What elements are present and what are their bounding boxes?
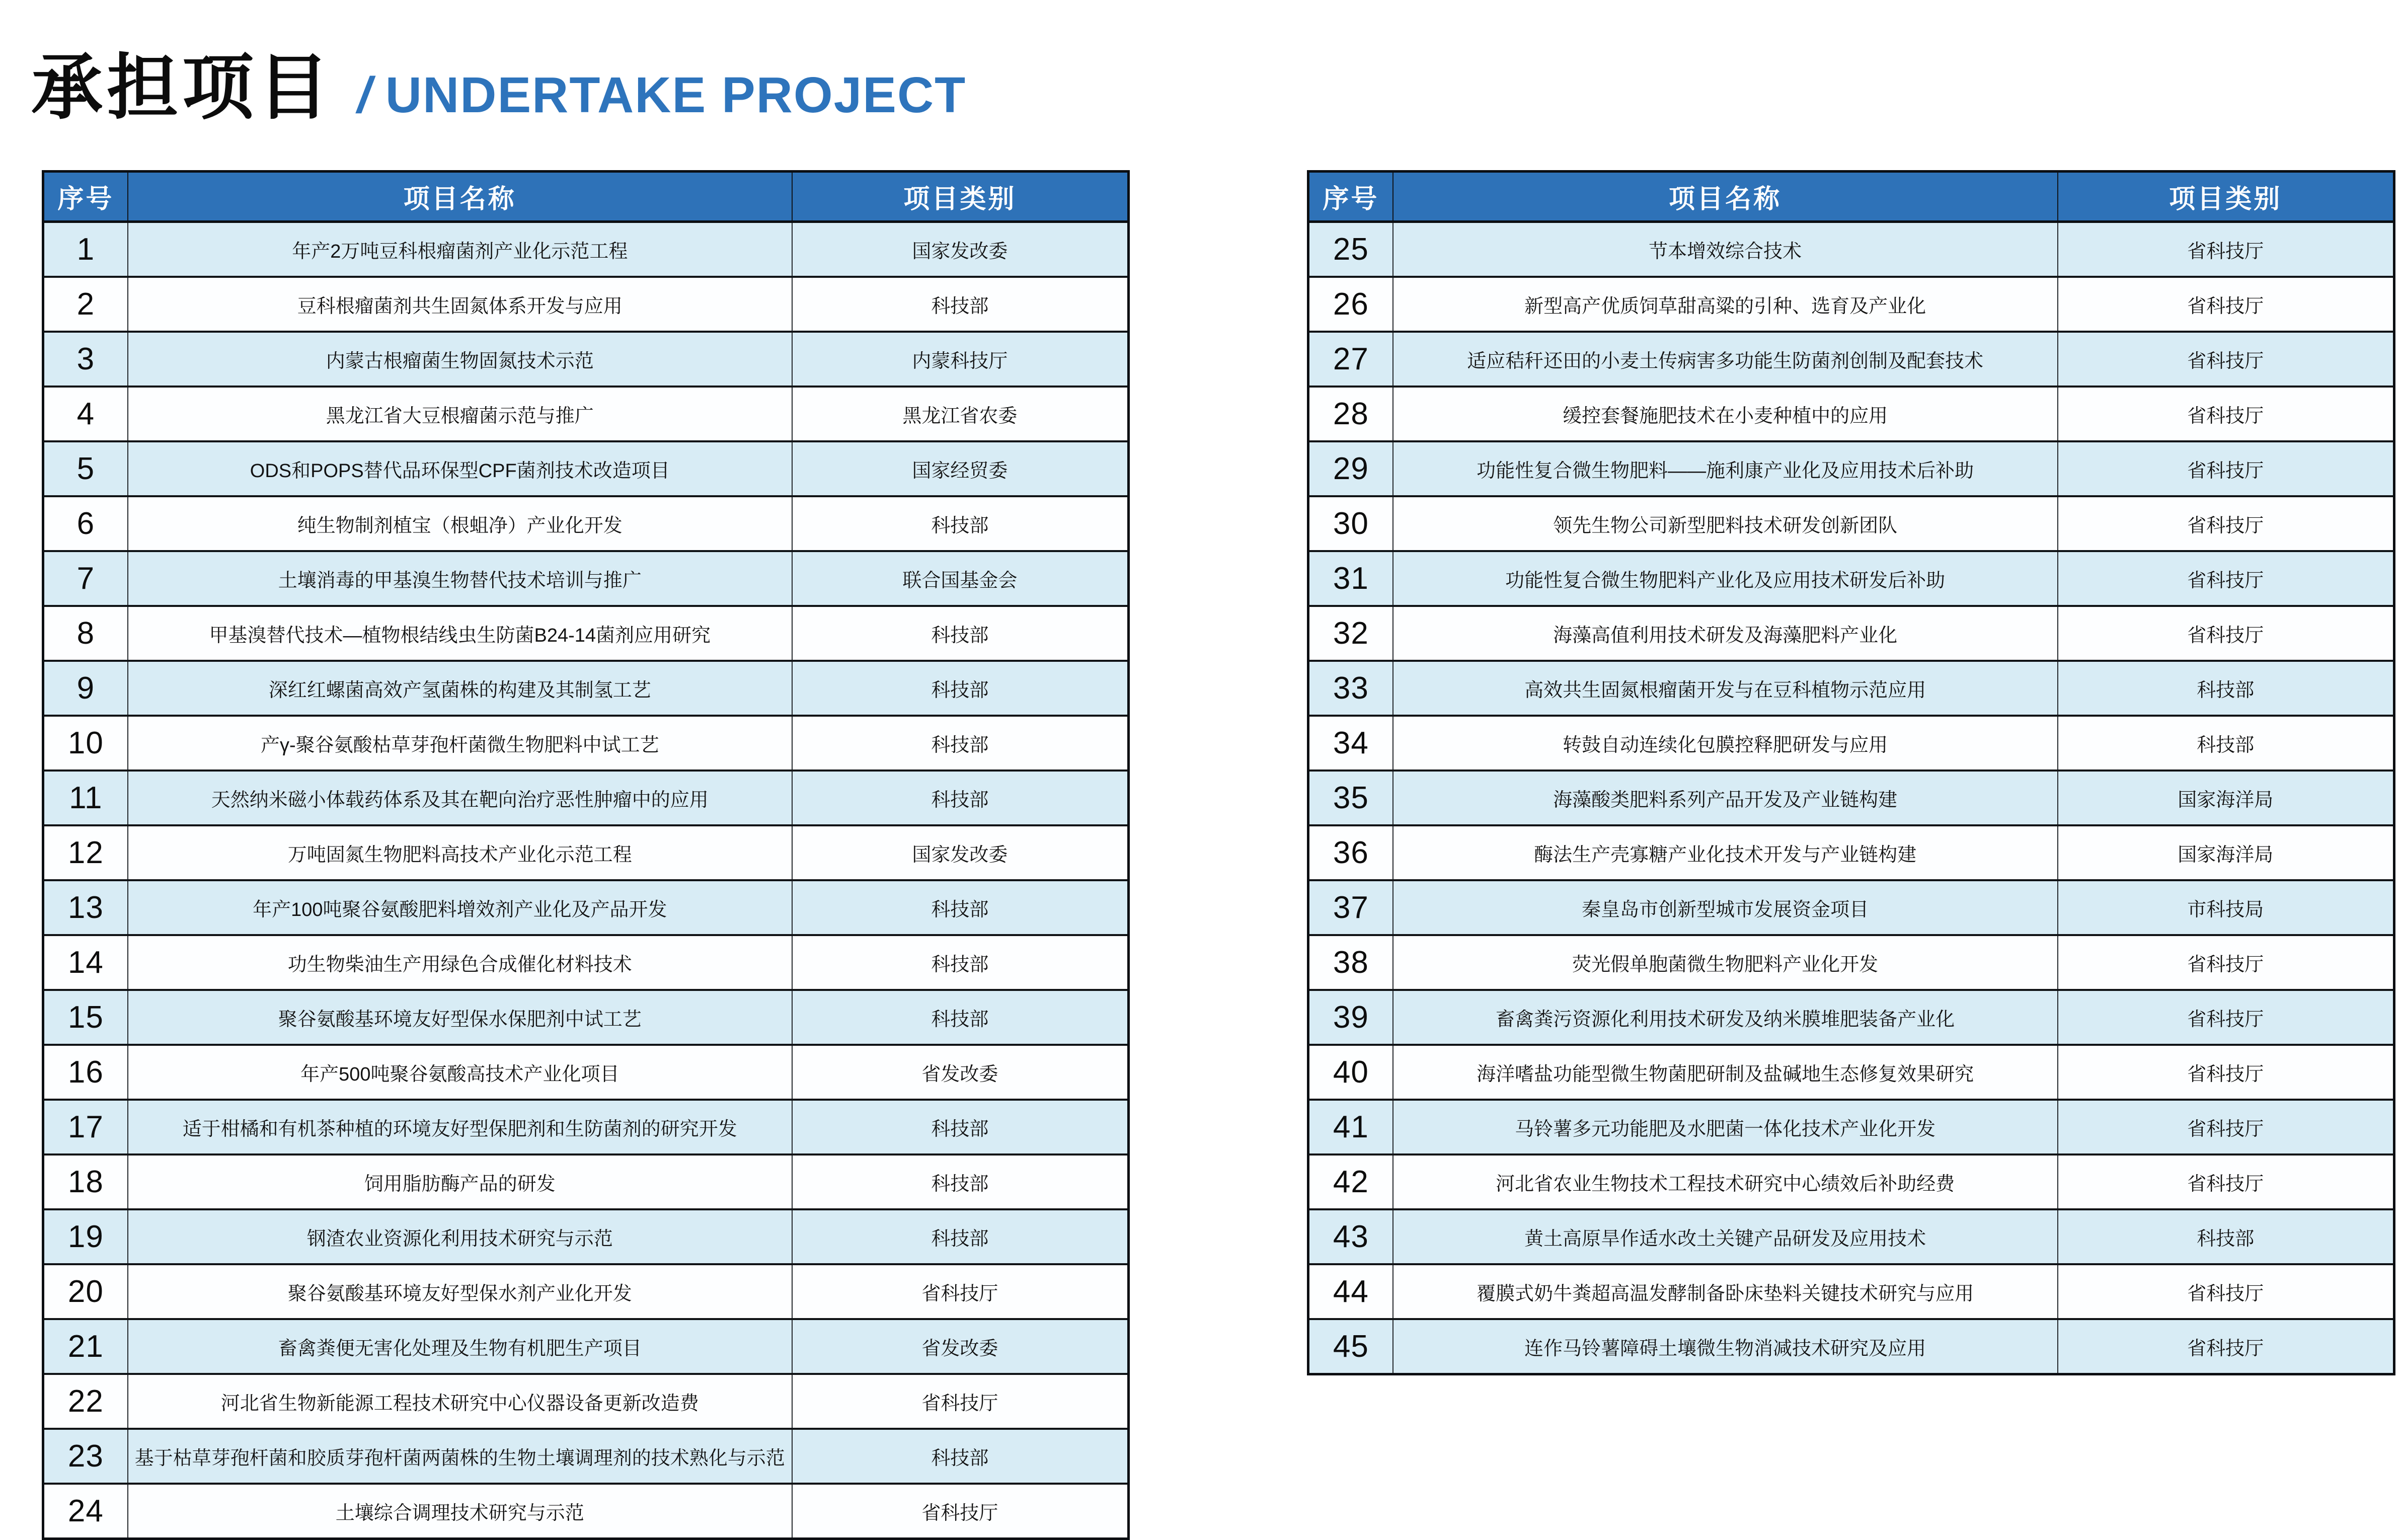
project-category: 省科技厅 <box>2058 332 2394 387</box>
row-index: 38 <box>1308 935 1393 990</box>
project-category: 市科技局 <box>2058 880 2394 935</box>
project-category: 省科技厅 <box>2058 441 2394 496</box>
project-category: 国家经贸委 <box>792 441 1129 496</box>
project-name: 覆膜式奶牛粪超高温发酵制备卧床垫料关键技术研究与应用 <box>1393 1264 2058 1319</box>
row-index: 30 <box>1308 496 1393 551</box>
project-category: 科技部 <box>792 277 1129 332</box>
table-row <box>1308 990 2394 1045</box>
row-index: 6 <box>43 496 128 551</box>
project-category: 省科技厅 <box>2058 935 2394 990</box>
row-index: 32 <box>1308 606 1393 661</box>
project-name: 基于枯草芽孢杆菌和胶质芽孢杆菌两菌株的生物土壤调理剂的技术熟化与示范 <box>128 1429 792 1484</box>
project-category: 科技部 <box>792 1209 1129 1264</box>
project-name: 黑龙江省大豆根瘤菌示范与推广 <box>128 387 792 441</box>
row-index: 24 <box>43 1484 128 1539</box>
project-name: 海藻高值利用技术研发及海藻肥料产业化 <box>1393 606 2058 661</box>
table-row <box>1308 1209 2394 1264</box>
project-name: 适应秸秆还田的小麦土传病害多功能生防菌剂创制及配套技术 <box>1393 332 2058 387</box>
project-name: 节本增效综合技术 <box>1393 222 2058 277</box>
project-name: 荧光假单胞菌微生物肥料产业化开发 <box>1393 935 2058 990</box>
project-category: 科技部 <box>2058 716 2394 771</box>
project-name: 聚谷氨酸基环境友好型保水保肥剂中试工艺 <box>128 990 792 1045</box>
project-category: 联合国基金会 <box>792 551 1129 606</box>
table-row <box>1308 771 2394 825</box>
project-name: 酶法生产壳寡糖产业化技术开发与产业链构建 <box>1393 825 2058 880</box>
page-title-en: UNDERTAKE PROJECT <box>385 67 967 123</box>
column-header-index: 序号 <box>1308 172 1393 222</box>
row-index: 17 <box>43 1100 128 1154</box>
table-row <box>43 1264 1129 1319</box>
row-index: 33 <box>1308 661 1393 716</box>
project-name: ODS和POPS替代品环保型CPF菌剂技术改造项目 <box>128 441 792 496</box>
project-category: 省科技厅 <box>2058 551 2394 606</box>
table-row <box>43 771 1129 825</box>
page-title <box>31 30 966 133</box>
table-row <box>43 387 1129 441</box>
table-row <box>1308 825 2394 880</box>
project-name: 产γ-聚谷氨酸枯草芽孢杆菌微生物肥料中试工艺 <box>128 716 792 771</box>
row-index: 37 <box>1308 880 1393 935</box>
table-header-row <box>43 172 1129 222</box>
project-name: 豆科根瘤菌剂共生固氮体系开发与应用 <box>128 277 792 332</box>
row-index: 36 <box>1308 825 1393 880</box>
table-row <box>1308 880 2394 935</box>
project-name: 功能性复合微生物肥料——施利康产业化及应用技术后补助 <box>1393 441 2058 496</box>
page-title-zh: 承担项目 <box>31 48 333 128</box>
column-header-name: 项目名称 <box>128 172 792 222</box>
row-index: 16 <box>43 1045 128 1100</box>
column-header-category: 项目类别 <box>792 172 1129 222</box>
project-name: 海藻酸类肥料系列产品开发及产业链构建 <box>1393 771 2058 825</box>
project-category: 省科技厅 <box>2058 222 2394 277</box>
project-category: 国家海洋局 <box>2058 771 2394 825</box>
project-category: 黑龙江省农委 <box>792 387 1129 441</box>
row-index: 12 <box>43 825 128 880</box>
project-name: 河北省生物新能源工程技术研究中心仪器设备更新改造费 <box>128 1374 792 1429</box>
project-name: 天然纳米磁小体载药体系及其在靶向治疗恶性肿瘤中的应用 <box>128 771 792 825</box>
project-name: 饲用脂肪酶产品的研发 <box>128 1154 792 1209</box>
table-row <box>1308 716 2394 771</box>
row-index: 14 <box>43 935 128 990</box>
table-row <box>1308 222 2394 277</box>
row-index: 19 <box>43 1209 128 1264</box>
row-index: 4 <box>43 387 128 441</box>
project-category: 省科技厅 <box>2058 1100 2394 1154</box>
project-name: 转鼓自动连续化包膜控释肥研发与应用 <box>1393 716 2058 771</box>
row-index: 5 <box>43 441 128 496</box>
row-index: 22 <box>43 1374 128 1429</box>
project-name: 深红红螺菌高效产氢菌株的构建及其制氢工艺 <box>128 661 792 716</box>
table-row <box>43 606 1129 661</box>
project-category: 省发改委 <box>792 1319 1129 1374</box>
table-row <box>43 935 1129 990</box>
project-table-right <box>1307 170 2395 1375</box>
table-row <box>1308 1100 2394 1154</box>
project-name: 功能性复合微生物肥料产业化及应用技术研发后补助 <box>1393 551 2058 606</box>
project-category: 省科技厅 <box>2058 1154 2394 1209</box>
row-index: 25 <box>1308 222 1393 277</box>
project-category: 省科技厅 <box>2058 496 2394 551</box>
table-row <box>43 1374 1129 1429</box>
project-category: 科技部 <box>792 1154 1129 1209</box>
project-name: 秦皇岛市创新型城市发展资金项目 <box>1393 880 2058 935</box>
row-index: 28 <box>1308 387 1393 441</box>
table-row <box>43 222 1129 277</box>
project-name: 功生物柴油生产用绿色合成催化材料技术 <box>128 935 792 990</box>
project-category: 科技部 <box>792 935 1129 990</box>
project-name: 畜禽粪污资源化利用技术研发及纳米膜堆肥装备产业化 <box>1393 990 2058 1045</box>
project-category: 科技部 <box>792 716 1129 771</box>
row-index: 41 <box>1308 1100 1393 1154</box>
row-index: 40 <box>1308 1045 1393 1100</box>
table-row <box>43 496 1129 551</box>
project-category: 省科技厅 <box>2058 1045 2394 1100</box>
project-name: 钢渣农业资源化利用技术研究与示范 <box>128 1209 792 1264</box>
table-row <box>43 825 1129 880</box>
row-index: 11 <box>43 771 128 825</box>
project-category: 科技部 <box>792 661 1129 716</box>
row-index: 1 <box>43 222 128 277</box>
project-category: 科技部 <box>792 771 1129 825</box>
row-index: 18 <box>43 1154 128 1209</box>
title-separator: / <box>357 67 371 123</box>
project-table <box>1307 170 2395 1375</box>
row-index: 9 <box>43 661 128 716</box>
column-header-index: 序号 <box>43 172 128 222</box>
table-row <box>43 880 1129 935</box>
row-index: 10 <box>43 716 128 771</box>
row-index: 43 <box>1308 1209 1393 1264</box>
table-row <box>1308 1319 2394 1374</box>
row-index: 42 <box>1308 1154 1393 1209</box>
project-category: 省科技厅 <box>2058 1319 2394 1374</box>
column-header-name: 项目名称 <box>1393 172 2058 222</box>
table-row <box>43 1319 1129 1374</box>
project-category: 科技部 <box>792 990 1129 1045</box>
project-name: 黄土高原旱作适水改土关键产品研发及应用技术 <box>1393 1209 2058 1264</box>
project-category: 省科技厅 <box>2058 1264 2394 1319</box>
row-index: 31 <box>1308 551 1393 606</box>
table-row <box>43 1100 1129 1154</box>
row-index: 44 <box>1308 1264 1393 1319</box>
project-name: 年产2万吨豆科根瘤菌剂产业化示范工程 <box>128 222 792 277</box>
table-row <box>43 1209 1129 1264</box>
project-category: 国家海洋局 <box>2058 825 2394 880</box>
project-category: 科技部 <box>792 880 1129 935</box>
project-name: 纯生物制剂植宝（根蛆净）产业化开发 <box>128 496 792 551</box>
row-index: 13 <box>43 880 128 935</box>
table-row <box>1308 496 2394 551</box>
project-category: 省科技厅 <box>792 1374 1129 1429</box>
project-category: 省科技厅 <box>2058 387 2394 441</box>
table-row <box>43 277 1129 332</box>
project-category: 科技部 <box>792 496 1129 551</box>
project-category: 省科技厅 <box>2058 606 2394 661</box>
project-category: 科技部 <box>792 606 1129 661</box>
table-row <box>1308 1045 2394 1100</box>
table-row <box>1308 551 2394 606</box>
project-name: 土壤消毒的甲基溴生物替代技术培训与推广 <box>128 551 792 606</box>
row-index: 35 <box>1308 771 1393 825</box>
table-row <box>1308 1154 2394 1209</box>
row-index: 29 <box>1308 441 1393 496</box>
table-row <box>1308 332 2394 387</box>
project-category: 国家发改委 <box>792 825 1129 880</box>
row-index: 3 <box>43 332 128 387</box>
row-index: 26 <box>1308 277 1393 332</box>
row-index: 23 <box>43 1429 128 1484</box>
row-index: 8 <box>43 606 128 661</box>
project-name: 内蒙古根瘤菌生物固氮技术示范 <box>128 332 792 387</box>
project-name: 马铃薯多元功能肥及水肥菌一体化技术产业化开发 <box>1393 1100 2058 1154</box>
table-row <box>1308 1264 2394 1319</box>
project-name: 聚谷氨酸基环境友好型保水剂产业化开发 <box>128 1264 792 1319</box>
project-category: 省科技厅 <box>2058 277 2394 332</box>
table-row <box>43 551 1129 606</box>
project-category: 内蒙科技厅 <box>792 332 1129 387</box>
project-category: 科技部 <box>2058 1209 2394 1264</box>
row-index: 27 <box>1308 332 1393 387</box>
table-row <box>1308 277 2394 332</box>
project-name: 领先生物公司新型肥料技术研发创新团队 <box>1393 496 2058 551</box>
project-category: 国家发改委 <box>792 222 1129 277</box>
project-table-left <box>42 170 1130 1540</box>
table-row <box>43 716 1129 771</box>
row-index: 39 <box>1308 990 1393 1045</box>
table-row <box>1308 606 2394 661</box>
project-category: 省发改委 <box>792 1045 1129 1100</box>
table-row <box>1308 387 2394 441</box>
table-row <box>43 332 1129 387</box>
project-category: 科技部 <box>792 1429 1129 1484</box>
table-row <box>1308 661 2394 716</box>
row-index: 7 <box>43 551 128 606</box>
table-header-row <box>1308 172 2394 222</box>
project-name: 土壤综合调理技术研究与示范 <box>128 1484 792 1539</box>
project-name: 适于柑橘和有机茶种植的环境友好型保肥剂和生防菌剂的研究开发 <box>128 1100 792 1154</box>
project-name: 年产500吨聚谷氨酸高技术产业化项目 <box>128 1045 792 1100</box>
table-row <box>43 1045 1129 1100</box>
project-category: 省科技厅 <box>792 1264 1129 1319</box>
project-name: 缓控套餐施肥技术在小麦种植中的应用 <box>1393 387 2058 441</box>
row-index: 34 <box>1308 716 1393 771</box>
project-name: 海洋嗜盐功能型微生物菌肥研制及盐碱地生态修复效果研究 <box>1393 1045 2058 1100</box>
project-name: 新型高产优质饲草甜高粱的引种、选育及产业化 <box>1393 277 2058 332</box>
row-index: 15 <box>43 990 128 1045</box>
project-name: 年产100吨聚谷氨酸肥料增效剂产业化及产品开发 <box>128 880 792 935</box>
table-row <box>43 1429 1129 1484</box>
row-index: 20 <box>43 1264 128 1319</box>
project-category: 科技部 <box>2058 661 2394 716</box>
table-row <box>43 661 1129 716</box>
table-row <box>43 990 1129 1045</box>
project-name: 万吨固氮生物肥料高技术产业化示范工程 <box>128 825 792 880</box>
project-category: 科技部 <box>792 1100 1129 1154</box>
project-category: 省科技厅 <box>792 1484 1129 1539</box>
project-name: 连作马铃薯障碍土壤微生物消减技术研究及应用 <box>1393 1319 2058 1374</box>
table-row <box>43 1154 1129 1209</box>
project-name: 河北省农业生物技术工程技术研究中心绩效后补助经费 <box>1393 1154 2058 1209</box>
column-header-category: 项目类别 <box>2058 172 2394 222</box>
table-row <box>1308 935 2394 990</box>
project-name: 甲基溴替代技术—植物根结线虫生防菌B24-14菌剂应用研究 <box>128 606 792 661</box>
table-row <box>43 1484 1129 1539</box>
project-table <box>42 170 1130 1540</box>
table-row <box>43 441 1129 496</box>
project-category: 省科技厅 <box>2058 990 2394 1045</box>
project-name: 畜禽粪便无害化处理及生物有机肥生产项目 <box>128 1319 792 1374</box>
project-name: 高效共生固氮根瘤菌开发与在豆科植物示范应用 <box>1393 661 2058 716</box>
row-index: 2 <box>43 277 128 332</box>
row-index: 45 <box>1308 1319 1393 1374</box>
row-index: 21 <box>43 1319 128 1374</box>
table-row <box>1308 441 2394 496</box>
